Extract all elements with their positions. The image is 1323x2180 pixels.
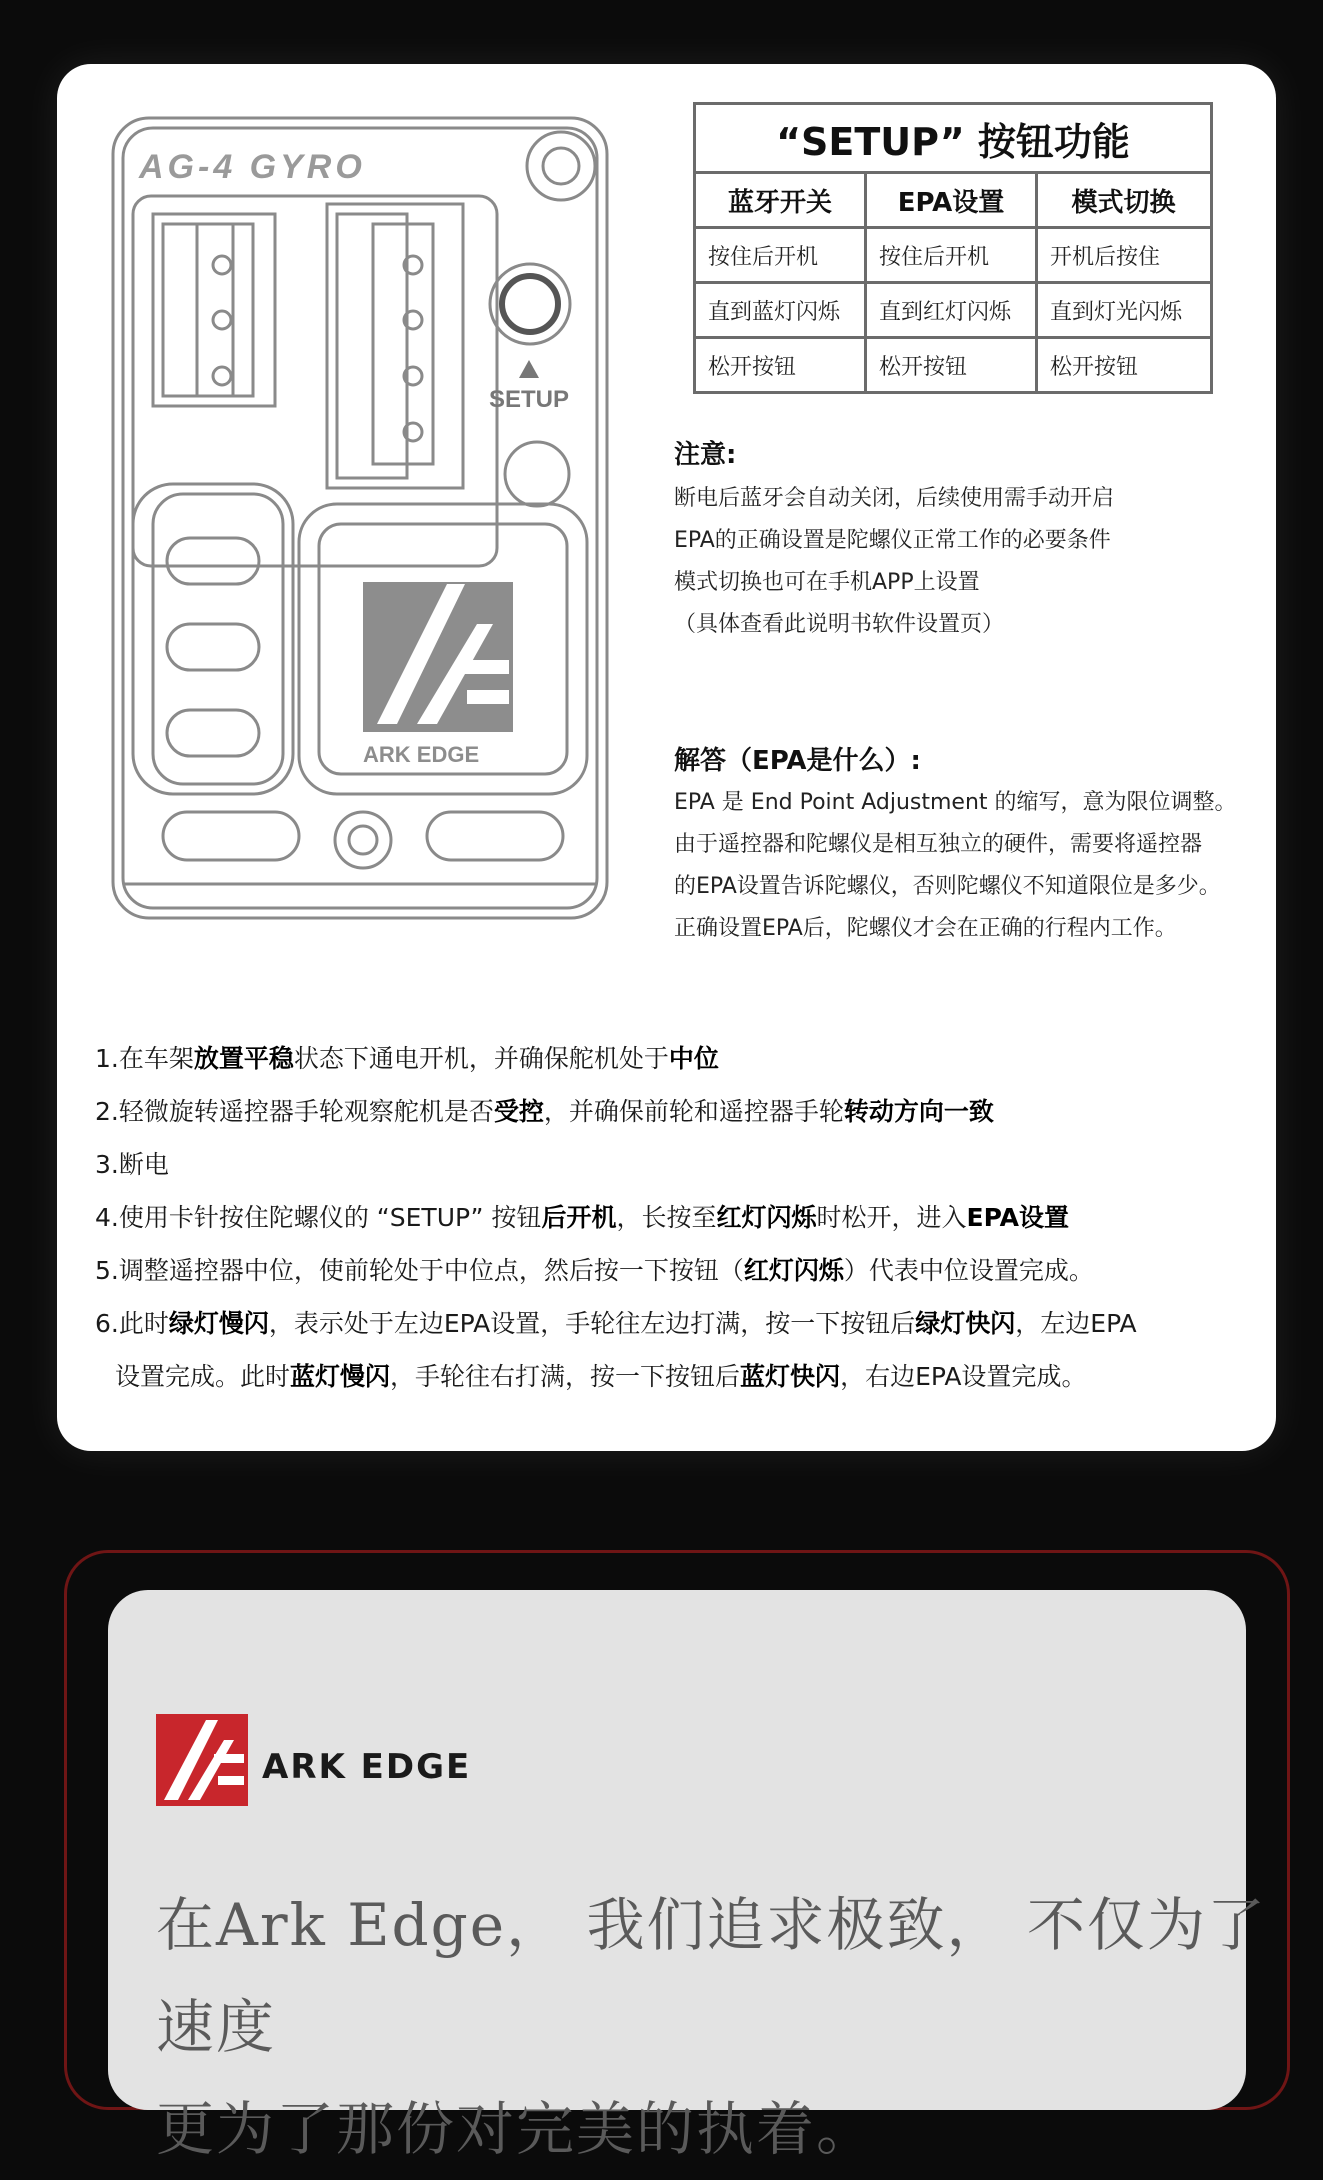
note-block: [674, 478, 1114, 646]
gyro-device-illustration: [57, 64, 657, 964]
table-header: EPA设置: [867, 174, 1038, 226]
table-cell: 按住后开机: [867, 229, 1038, 281]
table-cell: 按住后开机: [696, 229, 867, 281]
table-row: [696, 284, 1210, 339]
note-line: 模式切换也可在手机APP上设置: [674, 570, 980, 595]
table-cell: 开机后按住: [1050, 244, 1161, 270]
faq-block: [674, 782, 1237, 950]
note-line: （具体查看此说明书软件设置页）: [674, 612, 1005, 637]
step-6: 6.此时绿灯慢闪，表示处于左边EPA设置，手轮往左边打满，按一下按钮后绿灯快闪，左边EPA: [95, 1309, 1137, 1338]
device-logo-text: ARK EDGE: [363, 742, 480, 767]
table-cell: 直到红灯闪烁: [867, 284, 1038, 336]
setup-button-label: SETUP: [489, 386, 570, 413]
instruction-card: [57, 64, 1276, 1451]
brand-name: ARK EDGE: [262, 1747, 472, 1787]
note-line: EPA的正确设置是陀螺仪正常工作的必要条件: [674, 528, 1111, 553]
table-header: 模式切换: [1071, 187, 1176, 218]
note-title: 注意:: [674, 440, 737, 470]
table-cell: 直到灯光闪烁: [1050, 299, 1183, 325]
brand-header: [156, 1714, 471, 1806]
device-model-label: AG-4 GYRO: [139, 148, 366, 186]
setup-function-table: [693, 102, 1213, 394]
table-cell: 松开按钮: [867, 339, 1038, 391]
step-3: 3.断电: [95, 1150, 169, 1179]
table-header: 蓝牙开关: [696, 174, 867, 226]
step-2: 2.轻微旋转遥控器手轮观察舵机是否受控，并确保前轮和遥控器手轮转动方向一致: [95, 1097, 994, 1126]
table-cell: 松开按钮: [1050, 354, 1139, 380]
ark-edge-logo-icon: [156, 1714, 248, 1806]
faq-line: EPA 是 End Point Adjustment 的缩写，意为限位调整。: [674, 790, 1237, 815]
note-line: 断电后蓝牙会自动关闭，后续使用需手动开启: [674, 486, 1115, 511]
faq-line: 的EPA设置告诉陀螺仪，否则陀螺仪不知道限位是多少。: [674, 874, 1221, 899]
faq-title: 解答（EPA是什么）:: [674, 746, 921, 776]
brand-slogan: [156, 1874, 1323, 2180]
faq-line: 正确设置EPA后，陀螺仪才会在正确的行程内工作。: [674, 916, 1177, 941]
table-row: [696, 339, 1210, 391]
faq-line: 由于遥控器和陀螺仪是相互独立的硬件，需要将遥控器: [674, 832, 1203, 857]
step-5: 5.调整遥控器中位，使前轮处于中位点，然后按一下按钮（红灯闪烁）代表中位设置完成。: [95, 1256, 1094, 1285]
table-cell: 直到蓝灯闪烁: [696, 284, 867, 336]
step-6-continued: 设置完成。此时蓝灯慢闪，手轮往右打满，按一下按钮后蓝灯快闪，右边EPA设置完成。: [115, 1362, 1087, 1391]
table-cell: 松开按钮: [696, 339, 867, 391]
slogan-line: 在Ark Edge， 我们追求极致， 不仅为了速度: [156, 1891, 1267, 2061]
step-1: 1.在车架放置平稳状态下通电开机，并确保舵机处于中位: [95, 1044, 719, 1073]
ark-edge-logo-icon: [363, 582, 513, 732]
table-title: “SETUP” 按钮功能: [696, 105, 1210, 174]
table-row: [696, 229, 1210, 284]
setup-steps: [95, 1032, 1137, 1403]
step-4: 4.使用卡针按住陀螺仪的 “SETUP” 按钮后开机，长按至红灯闪烁时松开，进入EPA设置: [95, 1203, 1069, 1232]
slogan-line: 更为了那份对完美的执着。: [156, 2095, 877, 2163]
table-header-row: [696, 174, 1210, 229]
